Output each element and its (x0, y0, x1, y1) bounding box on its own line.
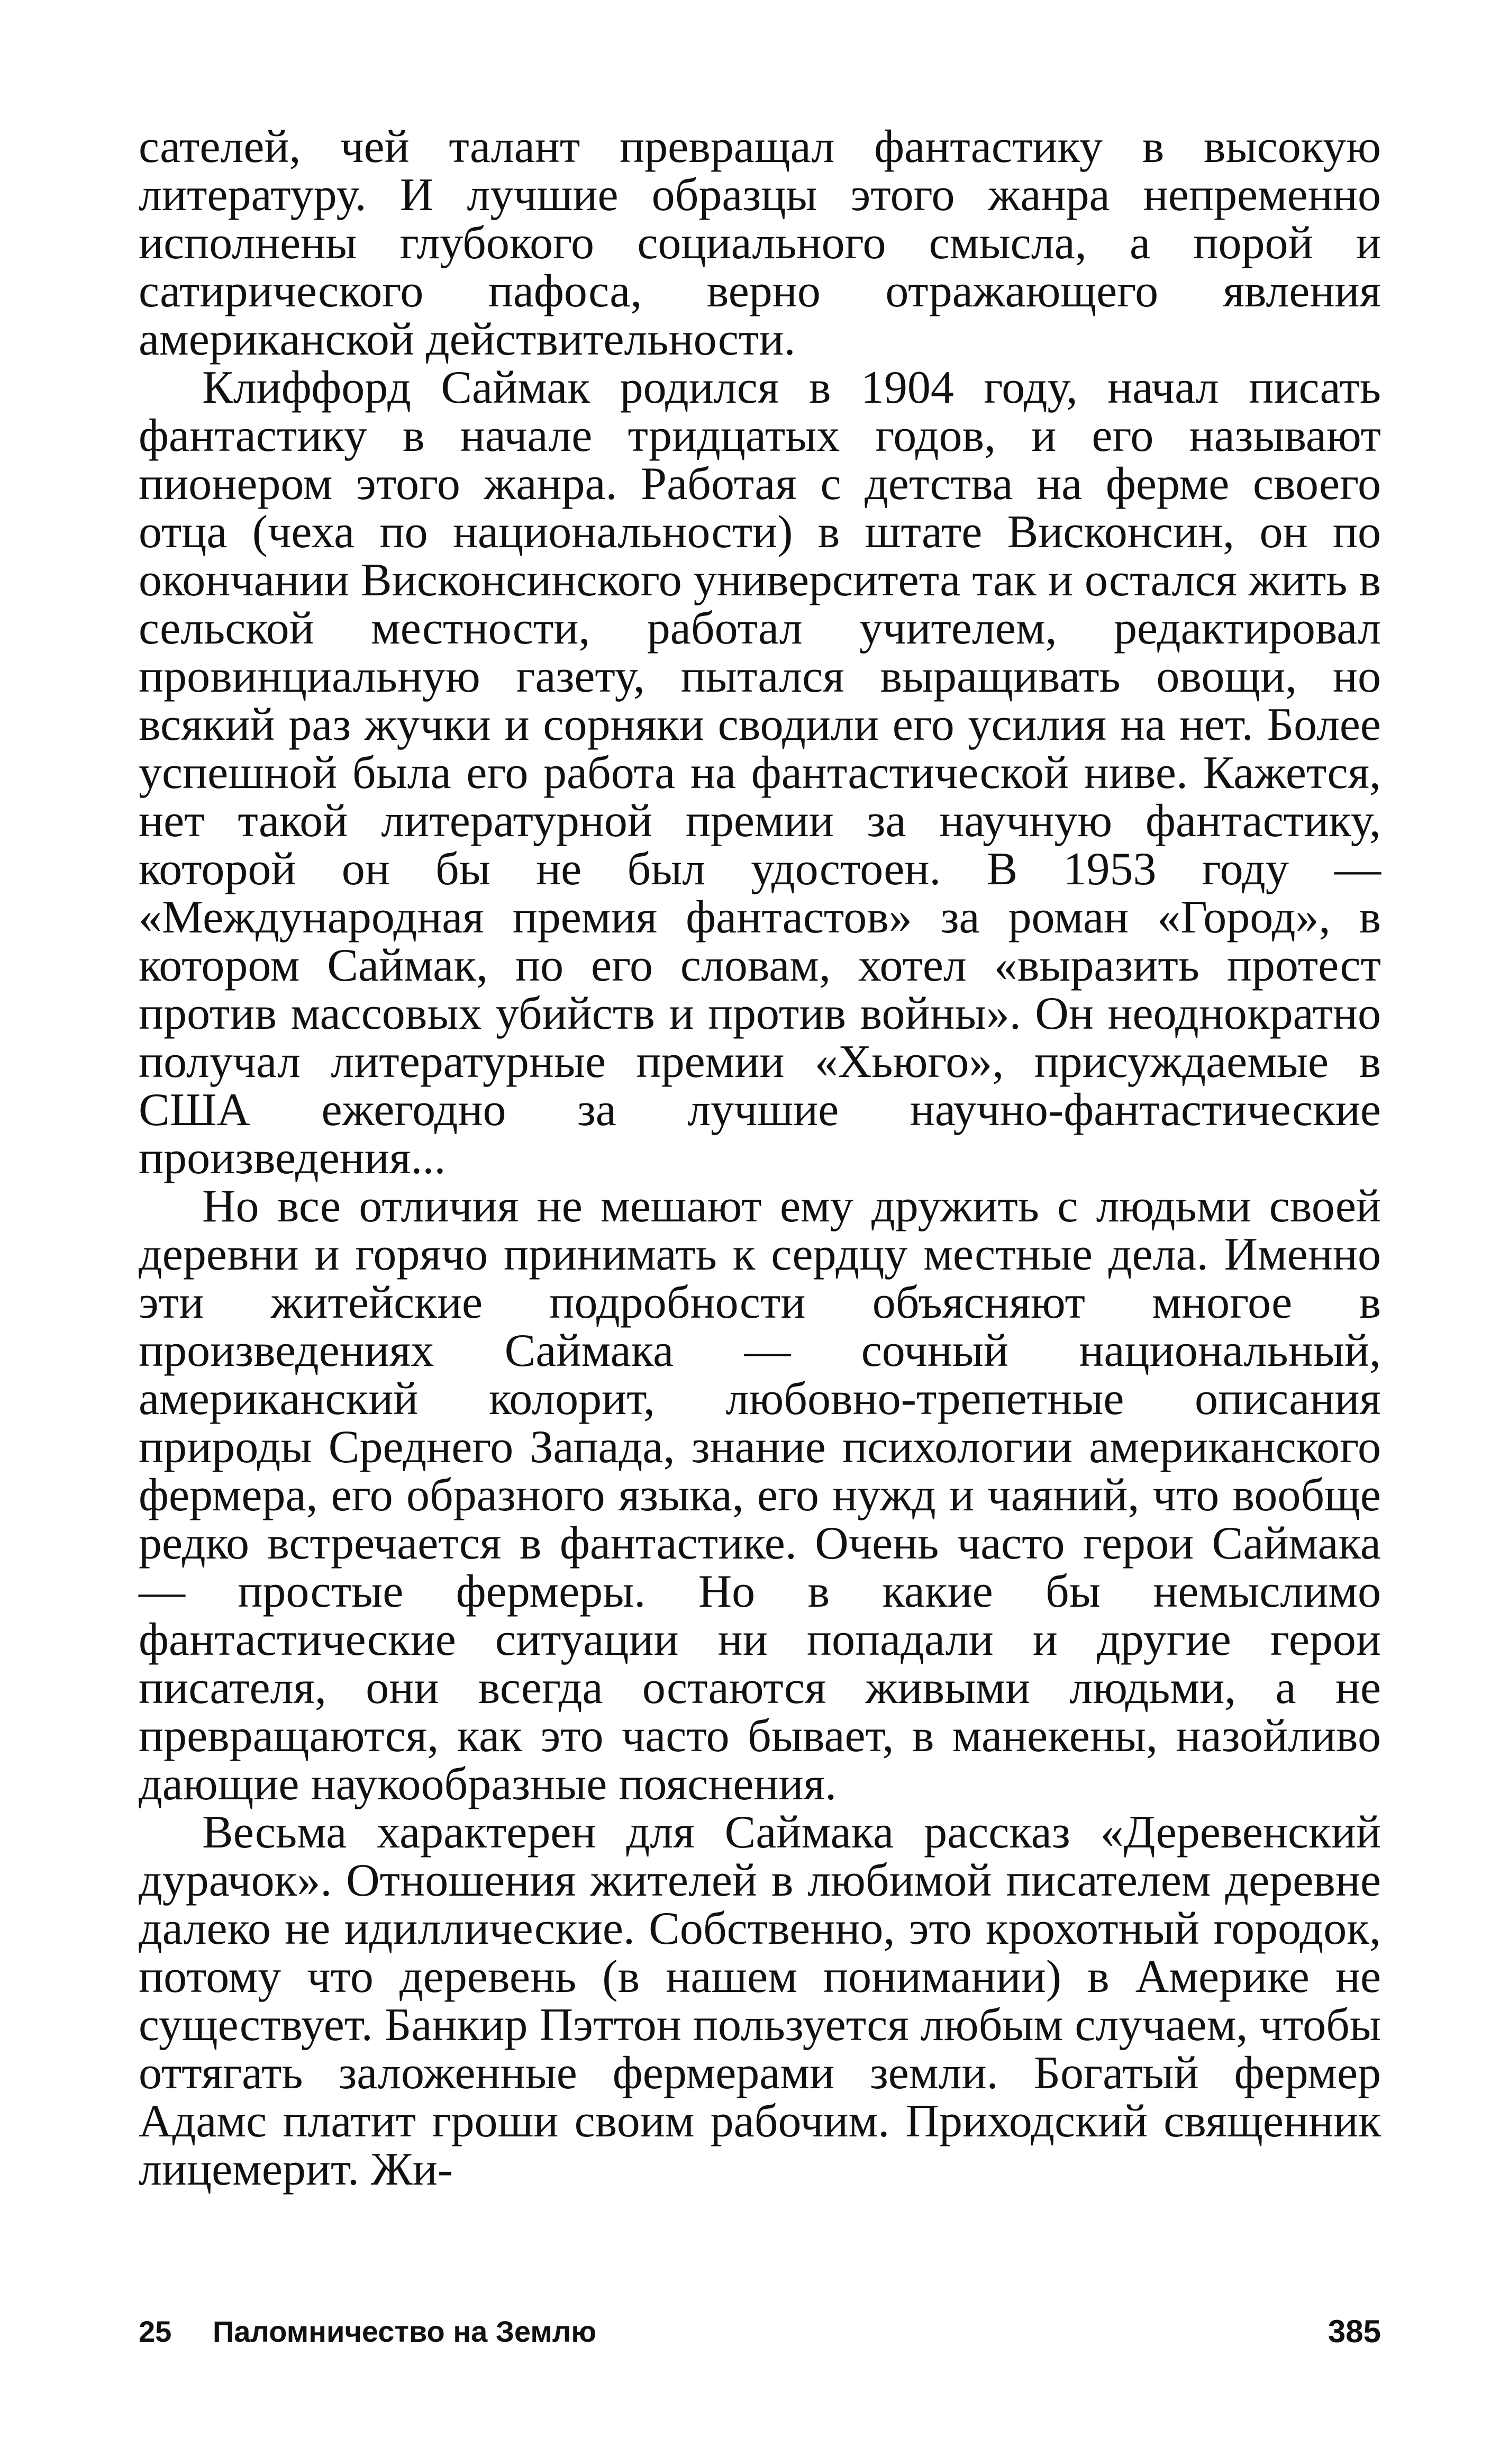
page-footer (139, 2305, 1381, 2358)
body-text (139, 123, 1381, 2194)
paragraph-simak-village: Но все отличия не мешают ему дружить с людьми своей деревни и горячо принимать к сердцу местные дела. Именно эти житейские подробности объясняют многое в произведениях Саймака — сочный национальный, американский колорит, любовно-трепетные описания природы Среднего Запада, знание психологии американского фермера, его образного языка, его нужд и чаяний, что вообще редко встречается в фантастике. Очень часто герои Саймака — простые фермеры. Но в какие бы немыслимо фантастические ситуации ни попадали и другие герои писателя, они всегда остаются живыми людьми, а не превращаются, как это часто бывает, в манекены, назойливо дающие наукообразные пояснения. (139, 1181, 1381, 1810)
signature-mark: 25 (139, 2315, 172, 2348)
running-title: Паломничество на Землю (213, 2315, 597, 2348)
page-number: 385 (1328, 2314, 1381, 2349)
paragraph-continuation: сателей, чей талант превращал фантастику в высокую литературу. И лучшие образцы этого жанра непременно исполнены глубокого социального смысла, а порой и сатирического пафоса, верно отражающего явления американской действительности. (139, 121, 1381, 365)
paragraph-simak-biography: Клиффорд Саймак родился в 1904 году, начал писать фантастику в начале тридцатых годов, и его называют пионером этого жанра. Работая с детства на ферме своего отца (чеха по национальности) в штате Висконсин, он по окончании Висконсинского университета так и остался жить в сельской местности, работал учителем, редактировал провинциальную газету, пытался выращивать овощи, но всякий раз жучки и сорняки сводили его усилия на нет. Более успешной была его работа на фантастической ниве. Кажется, нет такой литературной премии за научную фантастику, которой он бы не был удостоен. В 1953 году — «Международная премия фантастов» за роман «Город», в котором Саймак, по его словам, хотел «выразить протест против массовых убийств и против войны». Он неоднократно получал литературные премии «Хьюго», присуждаемые в США ежегодно за лучшие научно-фантастические произведения... (139, 362, 1381, 1184)
paragraph-village-idiot-story: Весьма характерен для Саймака рассказ «Деревенский дурачок». Отношения жителей в любимой писателем деревне далеко не идиллические. Собственно, это крохотный городок, потому что деревень (в нашем понимании) в Америке не существует. Банкир Пэттон пользуется любым случаем, чтобы оттягать заложенные фермерами земли. Богатый фермер Адамс платит гроши своим рабочим. Приходский священник лицемерит. Жи- (139, 1807, 1381, 2195)
